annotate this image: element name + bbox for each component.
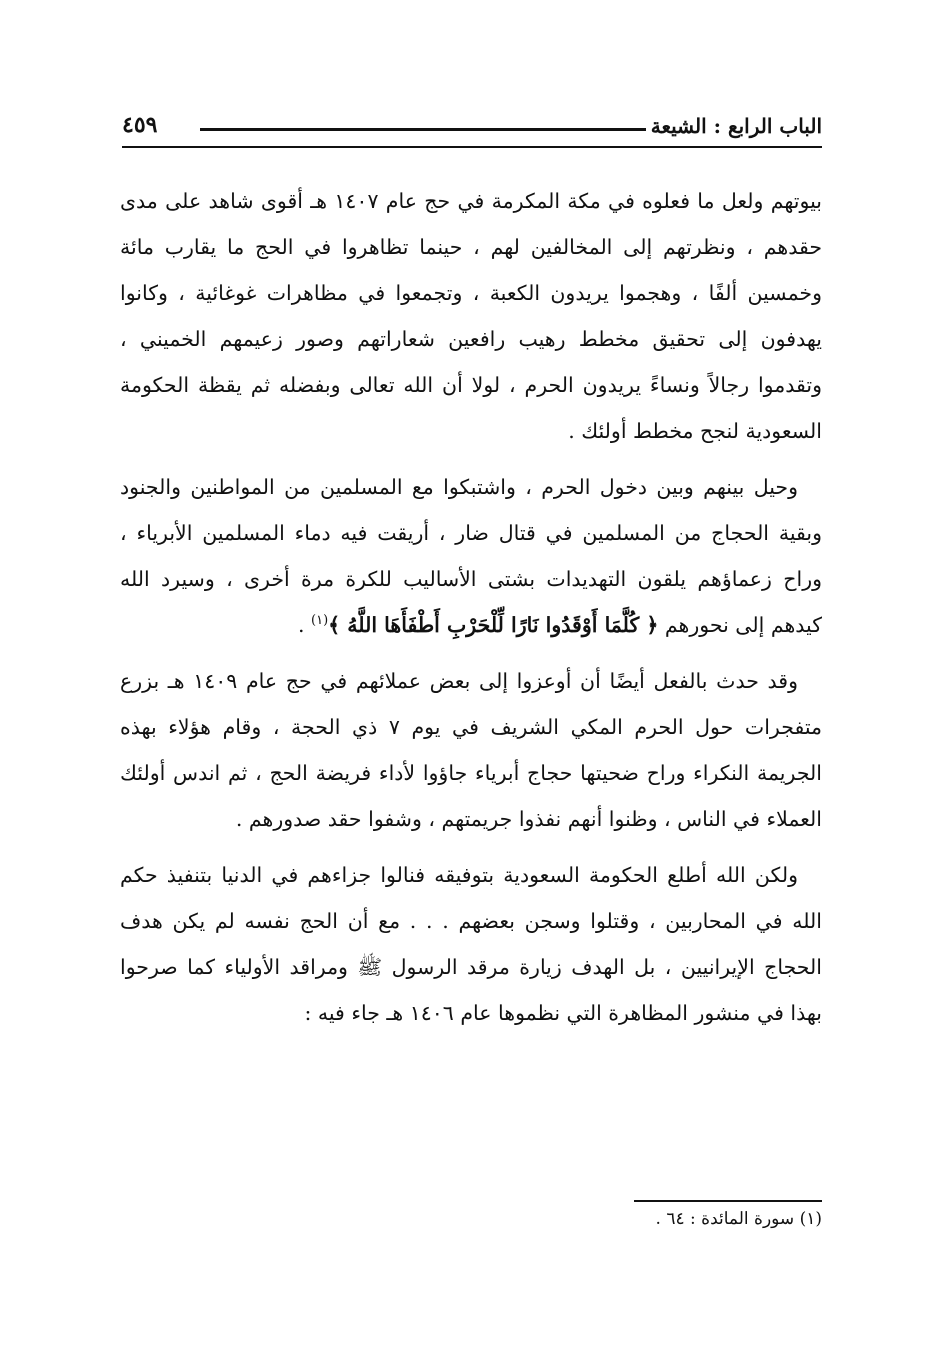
paragraph-4: ولكن الله أطلع الحكومة السعودية بتوفيقه فنالوا جزاءهم في الدنيا بتنفيذ حكم الله في المحاربين ، وقتلوا وسجن بعضهم . . . مع أن الحج نفسه لم يكن هدف الحجاج الإيرانيين ، بل الهدف زيارة مرقد الرسول ﷺ ومراقد الأولياء كما صرحوا بهذا في منشور المظاهرة التي نظموها عام ١٤٠٦ هـ جاء فيه : [120,863,822,1025]
body-text [120,178,822,1036]
paragraph-2-text: وحيل بينهم وبين دخول الحرم ، واشتبكوا مع المسلمين من المواطنين والجنود وبقية الحجاج من المسلمين في قتال ضار ، أريقت فيه دماء المسلمين الأبرياء ، وراح زعماؤهم يلقون التهديدات بشتى الأساليب للكرة مرة أخرى ، وسيرد الله كيدهم إلى نحورهم [120,475,822,637]
paragraph-2-end: . [297,613,312,637]
paragraph-3: وقد حدث بالفعل أيضًا أن أوعزوا إلى بعض عملائهم في حج عام ١٤٠٩ هـ بزرع متفجرات حول الحرم المكي الشريف في يوم ٧ ذي الحجة ، وقام هؤلاء بهذه الجريمة النكراء وراح ضحيتها حجاج أبرياء جاؤوا لأداء فريضة الحج ، ثم اندس أولئك العملاء في الناس ، وظنوا أنهم نفذوا جريمتهم ، وشفوا حقد صدورهم . [120,669,822,831]
paragraph-1: بيوتهم ولعل ما فعلوه في مكة المكرمة في حج عام ١٤٠٧ هـ أقوى شاهد على مدى حقدهم ، ونظرتهم إلى المخالفين لهم ، حينما تظاهروا في الحج ما يقارب مائة وخمسين ألفًا ، وهجموا يريدون الكعبة ، وتجمعوا في مظاهرات غوغائية ، وكانوا يهدفون إلى تحقيق مخطط رهيب رافعين شعاراتهم وصور زعيمهم الخميني ، وتقدموا رجالاً ونساءً يريدون الحرم ، لولا أن الله تعالى وبفضله ثم يقظة الحكومة السعودية لنجح مخطط أولئك . [120,189,822,443]
quran-verse: ﴿ كُلَّمَا أَوْقَدُوا نَارًا لِّلْحَرْبِ أَطْفَأَهَا اللَّهُ ﴾ [328,613,659,637]
page-number: ٤٥٩ [122,112,158,138]
footnote-separator [634,1200,822,1202]
header-rule [122,146,822,148]
footnote: (١) سورة المائدة : ٦٤ . [655,1209,822,1229]
footnote-reference: (١) [311,613,329,629]
paragraph-2 [120,464,822,648]
header-dash-line [200,128,646,131]
running-header [122,108,822,148]
chapter-title: الباب الرابع : الشيعة [650,114,822,138]
